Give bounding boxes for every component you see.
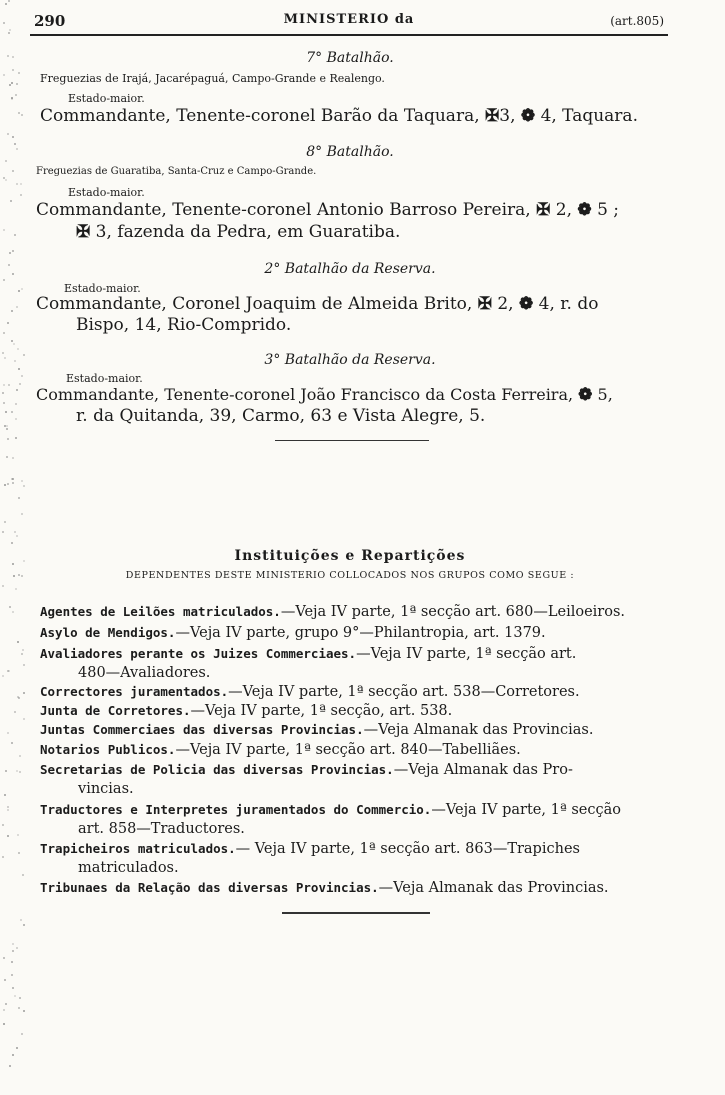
running-title: MINISTERIO da — [283, 12, 415, 27]
speckle-dot — [21, 375, 23, 377]
speckle-dot — [16, 947, 18, 949]
entry-name: Trapicheiros matriculados. — [40, 841, 236, 856]
speckle-dot — [4, 794, 6, 796]
speckle-dot — [16, 306, 18, 308]
speckle-dot — [15, 588, 17, 590]
entry-text: —Veja Almanak das Pro- — [393, 762, 573, 778]
speckle-dot — [16, 1047, 18, 1049]
speckle-dot — [12, 250, 14, 252]
speckle-dot — [9, 29, 11, 31]
speckle-dot — [22, 874, 24, 876]
speckle-dot — [12, 987, 14, 989]
speckle-dot — [17, 696, 19, 698]
speckle-dot — [12, 563, 14, 565]
reserve-2-commander — [36, 294, 598, 314]
speckle-dot — [11, 97, 13, 99]
speckle-dot — [3, 1023, 5, 1025]
speckle-dot — [18, 290, 20, 292]
entry-text: —Veja IV parte, 1ª secção art. 538—Corretores. — [228, 684, 580, 700]
cross-icon: ✠ — [485, 106, 500, 126]
commander-text: Commandante, Coronel Joaquim de Almeida Brito, — [36, 294, 473, 314]
article-reference: (art.805) — [610, 14, 664, 28]
medal-icon: ❁ — [519, 294, 534, 314]
entry-traductores-cont: art. 858—Traductores. — [78, 821, 245, 837]
speckle-dot — [2, 585, 4, 587]
speckle-dot — [14, 531, 16, 533]
speckle-dot — [8, 32, 10, 34]
speckle-dot — [3, 332, 5, 334]
speckle-dot — [5, 1003, 7, 1005]
entry-text: —Veja Almanak das Provincias. — [378, 880, 609, 896]
header-rule — [30, 34, 668, 36]
speckle-dot — [5, 3, 7, 5]
speckle-dot — [2, 392, 4, 394]
entry-avaliadores-cont: 480—Avaliadores. — [78, 665, 211, 681]
entry-junta-corretores — [40, 703, 452, 719]
speckle-dot — [17, 641, 19, 643]
speckle-dot — [4, 521, 6, 523]
speckle-dot — [5, 411, 7, 413]
speckle-dot — [7, 732, 9, 734]
speckle-dot — [3, 1009, 5, 1011]
speckle-dot — [3, 957, 5, 959]
speckle-dot — [16, 535, 18, 537]
speckle-dot — [19, 997, 21, 999]
speckle-dot — [21, 114, 23, 116]
commander-address: 3, fazenda da Pedra, em Guaratiba. — [95, 222, 401, 242]
entry-name: Juntas Commerciaes das diversas Provincias. — [40, 722, 364, 737]
medal-icon: ❁ — [578, 385, 593, 405]
speckle-dot — [7, 670, 9, 672]
entry-text: —Veja IV parte, grupo 9°—Philantropia, art. 1379. — [175, 625, 546, 641]
speckle-dot — [12, 136, 14, 138]
entry-name: Secretarias de Policia das diversas Provincias. — [40, 762, 394, 777]
order-grade: 3, — [499, 106, 516, 126]
speckle-dot — [11, 974, 13, 976]
speckle-dot — [11, 82, 13, 84]
speckle-dot — [8, 384, 10, 386]
reserve-3-commander — [36, 385, 613, 405]
section-divider — [275, 440, 429, 441]
speckle-dot — [11, 742, 13, 744]
entry-juntas-commerciaes — [40, 722, 593, 738]
closing-divider — [282, 912, 430, 914]
speckle-dot — [2, 675, 4, 677]
entry-text: —Veja IV parte, 1ª secção art. 840—Tabelliães. — [175, 742, 521, 758]
speckle-dot — [9, 606, 11, 608]
speckle-dot — [10, 200, 12, 202]
order-grade-address: 4, r. do — [538, 294, 599, 314]
speckle-dot — [18, 497, 20, 499]
speckle-dot — [12, 69, 14, 71]
entry-name: Notarios Publicos. — [40, 742, 176, 757]
speckle-dot — [7, 806, 9, 808]
speckle-dot — [14, 995, 16, 997]
speckle-dot — [12, 56, 14, 58]
battalion-8-commander — [36, 200, 619, 220]
entry-name: Correctores juramentados. — [40, 684, 229, 699]
entry-name: Asylo de Mendigos. — [40, 625, 176, 640]
institutions-title: Instituições e Repartições — [234, 548, 466, 564]
speckle-dot — [3, 177, 5, 179]
battalion-8-estado-maior: Estado-maior. — [68, 186, 145, 199]
entry-name: Avaliadores perante os Juizes Commerciaes. — [40, 646, 357, 661]
speckle-dot — [23, 924, 25, 926]
speckle-dot — [16, 148, 18, 150]
speckle-dot — [23, 560, 25, 562]
speckle-dot — [23, 354, 25, 356]
speckle-dot — [7, 55, 9, 57]
speckle-dot — [21, 575, 23, 577]
speckle-dot — [20, 183, 22, 185]
speckle-dot — [7, 809, 9, 811]
speckle-dot — [12, 482, 14, 484]
reserve-2-commander-cont: Bispo, 14, Rio-Comprido. — [76, 315, 292, 335]
entry-text: —Veja IV parte, 1ª secção art. 680—Leiloeiros. — [280, 604, 626, 620]
order-grade: 2, — [555, 200, 572, 220]
speckle-dot — [5, 770, 7, 772]
entry-text: — Veja IV parte, 1ª secção art. 863—Trapiches — [235, 841, 580, 857]
entry-text: —Veja IV parte, 1ª secção — [431, 802, 621, 818]
speckle-dot — [16, 83, 18, 85]
speckle-dot — [2, 824, 4, 826]
battalion-7-estado-maior: Estado-maior. — [68, 92, 145, 105]
speckle-dot — [23, 1010, 25, 1012]
speckle-dot — [23, 718, 25, 720]
margin-speckle — [2, 0, 26, 1095]
speckle-dot — [14, 234, 16, 236]
speckle-dot — [4, 979, 6, 981]
entry-traductores — [40, 802, 621, 818]
speckle-dot — [7, 322, 9, 324]
speckle-dot — [9, 1065, 11, 1067]
speckle-dot — [19, 383, 21, 385]
speckle-dot — [2, 856, 4, 858]
speckle-dot — [7, 438, 9, 440]
reserve-2-estado-maior: Estado-maior. — [64, 282, 141, 295]
order-grade: 5, — [597, 385, 613, 404]
entry-text: —Veja IV parte, 1ª secção art. — [356, 646, 577, 662]
speckle-dot — [5, 160, 7, 162]
entry-name: Junta de Corretores. — [40, 703, 191, 718]
speckle-dot — [3, 384, 5, 386]
speckle-dot — [18, 112, 20, 114]
speckle-dot — [13, 575, 15, 577]
battalion-7-title: 7° Batalhão. — [306, 50, 394, 66]
entry-text: —Veja Almanak das Provincias. — [363, 722, 594, 738]
entry-agentes-leiloes — [40, 604, 625, 620]
speckle-dot — [23, 692, 25, 694]
speckle-dot — [6, 456, 8, 458]
entry-notarios — [40, 742, 521, 758]
speckle-dot — [16, 183, 18, 185]
speckle-dot — [18, 574, 20, 576]
cross-icon: ✠ — [76, 222, 91, 242]
speckle-dot — [12, 950, 14, 952]
speckle-dot — [12, 273, 14, 275]
entry-trapicheiros — [40, 841, 580, 857]
page-header — [30, 8, 668, 34]
speckle-dot — [11, 310, 13, 312]
order-grade-2: 5 ; — [597, 200, 620, 220]
speckle-dot — [13, 343, 15, 345]
battalion-8-commander-cont — [76, 222, 400, 242]
commander-text: Commandante, Tenente-coronel João Francisco da Costa Ferreira, — [36, 385, 574, 404]
speckle-dot — [20, 919, 22, 921]
speckle-dot — [16, 770, 18, 772]
speckle-dot — [15, 418, 17, 420]
speckle-dot — [7, 133, 9, 135]
entry-asylo-mendigos — [40, 625, 546, 641]
commander-text: Commandante, Tenente-coronel Antonio Barroso Pereira, — [36, 200, 531, 220]
speckle-dot — [18, 72, 20, 74]
entry-secretarias-policia-cont: vincias. — [78, 781, 134, 797]
speckle-dot — [7, 483, 9, 485]
entry-trapicheiros-cont: matriculados. — [78, 860, 179, 876]
speckle-dot — [11, 961, 13, 963]
reserve-2-title: 2° Batalhão da Reserva. — [264, 261, 436, 277]
speckle-dot — [5, 179, 7, 181]
speckle-dot — [21, 1033, 23, 1035]
speckle-dot — [6, 425, 8, 427]
order-grade-location: 4, Taquara. — [540, 106, 638, 126]
speckle-dot — [12, 457, 14, 459]
speckle-dot — [15, 94, 17, 96]
entry-tribunaes — [40, 880, 609, 896]
speckle-dot — [14, 143, 16, 145]
reserve-3-commander-cont: r. da Quitanda, 39, Carmo, 63 e Vista Alegre, 5. — [76, 406, 486, 426]
speckle-dot — [23, 485, 25, 487]
speckle-dot — [19, 771, 21, 773]
speckle-dot — [20, 194, 22, 196]
entry-correctores — [40, 684, 580, 700]
speckle-dot — [12, 1054, 14, 1056]
speckle-dot — [12, 943, 14, 945]
speckle-dot — [23, 664, 25, 666]
speckle-dot — [21, 513, 23, 515]
speckle-dot — [3, 402, 5, 404]
speckle-dot — [9, 252, 11, 254]
speckle-dot — [3, 74, 5, 76]
speckle-dot — [15, 403, 17, 405]
reserve-3-estado-maior: Estado-maior. — [66, 372, 143, 385]
speckle-dot — [9, 84, 11, 86]
speckle-dot — [2, 352, 4, 354]
page-number: 290 — [34, 12, 66, 30]
speckle-dot — [3, 229, 5, 231]
entry-name: Traductores e Interpretes juramentados do Commercio. — [40, 802, 432, 817]
speckle-dot — [14, 360, 16, 362]
battalion-7-commander — [40, 106, 638, 126]
speckle-dot — [8, 264, 10, 266]
speckle-dot — [22, 649, 24, 651]
cross-icon: ✠ — [536, 200, 551, 220]
speckle-dot — [17, 348, 19, 350]
entry-text: —Veja IV parte, 1ª secção, art. 538. — [190, 703, 453, 719]
speckle-dot — [18, 1007, 20, 1009]
speckle-dot — [14, 711, 16, 713]
speckle-dot — [3, 22, 5, 24]
commander-text: Commandante, Tenente-coronel Barão da Taquara, — [40, 106, 480, 126]
battalion-7-freguezias: Freguezias de Irajá, Jacarépaguá, Campo-Grande e Realengo. — [40, 72, 385, 85]
speckle-dot — [18, 852, 20, 854]
speckle-dot — [7, 835, 9, 837]
speckle-dot — [2, 531, 4, 533]
speckle-dot — [21, 480, 23, 482]
speckle-dot — [8, 0, 10, 2]
medal-icon: ❁ — [577, 200, 592, 220]
speckle-dot — [16, 389, 18, 391]
entry-name: Tribunaes da Relação das diversas Provincias. — [40, 880, 379, 895]
institutions-subtitle: DEPENDENTES DESTE MINISTERIO COLLOCADOS NOS GRUPOS COMO SEGUE : — [125, 570, 575, 581]
speckle-dot — [4, 484, 6, 486]
speckle-dot — [11, 542, 13, 544]
speckle-dot — [15, 437, 17, 439]
entry-secretarias-policia — [40, 762, 573, 778]
cross-icon: ✠ — [477, 294, 492, 314]
speckle-dot — [21, 288, 23, 290]
speckle-dot — [11, 478, 13, 480]
speckle-dot — [6, 428, 8, 430]
medal-icon: ❁ — [520, 106, 536, 126]
battalion-8-freguezias: Freguezias de Guaratiba, Santa-Cruz e Campo-Grande. — [36, 166, 317, 177]
speckle-dot — [17, 834, 19, 836]
speckle-dot — [11, 411, 13, 413]
speckle-dot — [11, 340, 13, 342]
order-grade: 2, — [497, 294, 514, 314]
speckle-dot — [4, 425, 6, 427]
speckle-dot — [21, 653, 23, 655]
speckle-dot — [12, 611, 14, 613]
speckle-dot — [3, 279, 5, 281]
speckle-dot — [19, 755, 21, 757]
battalion-8-title: 8° Batalhão. — [306, 144, 394, 160]
speckle-dot — [18, 368, 20, 370]
entry-avaliadores — [40, 646, 576, 662]
entry-name: Agentes de Leilões matriculados. — [40, 604, 281, 619]
reserve-3-title: 3° Batalhão da Reserva. — [264, 352, 436, 368]
speckle-dot — [4, 357, 6, 359]
speckle-dot — [12, 170, 14, 172]
